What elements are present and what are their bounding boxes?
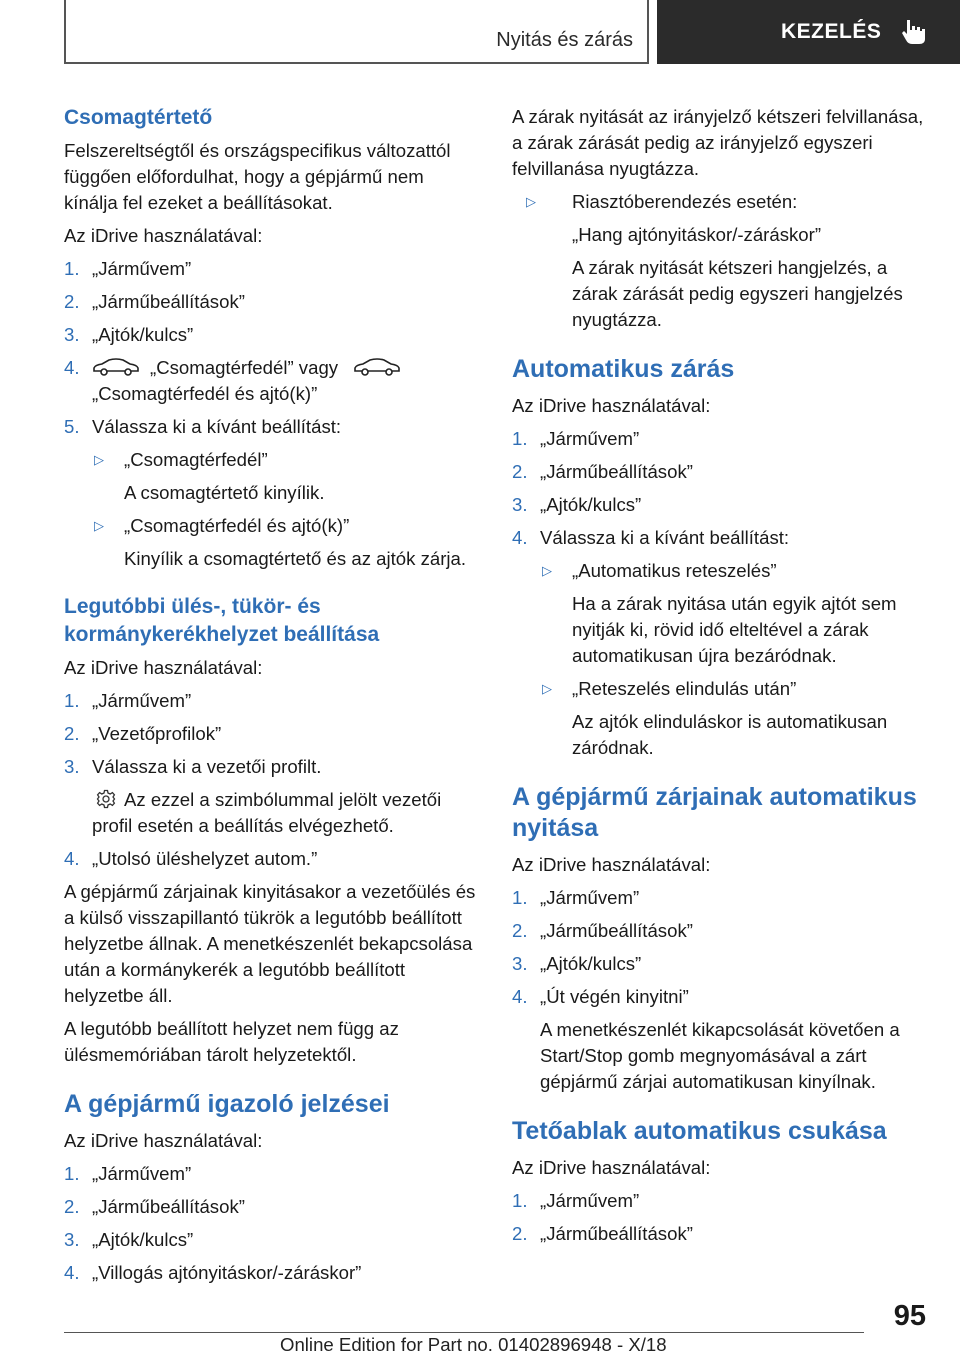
list-item: [64, 846, 482, 872]
list-item: [64, 1161, 482, 1187]
bullet-list: [512, 189, 930, 333]
list-item: [64, 1227, 482, 1253]
bullet-desc: Az ajtók elinduláskor is automatikusan záródnak.: [572, 711, 888, 758]
bullet-item: [540, 558, 930, 584]
list-number: 1.: [64, 258, 80, 279]
footer-edition: Online Edition for Part no. 01402896948 - X/18: [280, 1334, 667, 1355]
bullet-desc: A csomagtértető kinyílik.: [124, 482, 325, 503]
paragraph: A zárak nyitását az irányjelző kétszeri felvillanása, a zárak zárását pedig az irányjelző egyszeri felvillanása nyugtázza.: [512, 106, 924, 179]
pointing-hand-icon: [901, 18, 927, 46]
list-item: [512, 1221, 930, 1247]
list-item-text: „Járművem”: [540, 887, 640, 908]
list-item: [512, 459, 930, 485]
list-number: 1.: [512, 428, 528, 449]
numbered-list: [512, 885, 930, 1095]
list-item: [512, 1188, 930, 1214]
paragraph: A gépjármű zárjainak kinyitásakor a vezetőülés és a külső visszapillantó tükrök a legutóbb beállított helyzetbe állnak. A menetkészenlét bekapcsolása után a kormánykerék a legutóbb beállított helyzetbe áll.: [64, 881, 476, 1006]
gear-icon: [96, 789, 116, 809]
heading-csomagterteto: Csomagtértető: [64, 106, 213, 129]
heading-automatikus-zaras: Automatikus zárás: [512, 355, 735, 383]
car-trunk-icon: [92, 358, 140, 376]
bullet-list: [540, 558, 930, 761]
step4-text-b: „Csomagtérfedél és ajtó(k)”: [92, 383, 318, 404]
bullet-triangle-icon: ▷: [526, 194, 536, 209]
bullet-label: „Csomagtérfedél és ajtó(k)”: [124, 515, 350, 536]
list-item: [64, 1194, 482, 1220]
bullet-item: [92, 513, 482, 539]
list-item: [64, 355, 482, 407]
list-number: 2.: [64, 291, 80, 312]
paragraph: Az iDrive használatával:: [512, 395, 711, 416]
bullet-triangle-icon: ▷: [542, 681, 552, 696]
list-item: [64, 754, 482, 780]
list-number: 5.: [64, 416, 80, 437]
list-number: 4.: [64, 1262, 80, 1283]
list-item-text: „Út végén kinyitni”: [540, 986, 689, 1007]
list-number: 2.: [512, 461, 528, 482]
list-item-text: „Járművem”: [92, 690, 192, 711]
note-text: Az ezzel a szimbólummal jelölt vezetői profil esetén a beállítás elvégezhető.: [92, 789, 442, 836]
paragraph: Az iDrive használatával:: [64, 657, 263, 678]
list-item: [512, 525, 930, 551]
list-number: 3.: [64, 1229, 80, 1250]
bullet-label: Riasztóberendezés esetén:: [572, 191, 798, 212]
list-item: [512, 885, 930, 911]
list-number: 3.: [512, 494, 528, 515]
numbered-list: [512, 426, 930, 551]
note: [92, 787, 482, 839]
list-number: 4.: [64, 357, 80, 378]
list-item-text: „Járművem”: [92, 1163, 192, 1184]
list-number: 1.: [64, 690, 80, 711]
list-item: [64, 256, 482, 282]
paragraph: Az iDrive használatával:: [512, 854, 711, 875]
list-number: 4.: [64, 848, 80, 869]
header-chapter-tab: [657, 0, 960, 64]
list-item: [64, 721, 482, 747]
heading-legutobbi-ules: Legutóbbi ülés-, tükör- és kormánykerékhelyzet beállítása: [64, 595, 380, 646]
list-number: 4.: [512, 527, 528, 548]
paragraph: Az iDrive használatával:: [64, 225, 263, 246]
bullet-label: „Automatikus reteszelés”: [572, 560, 777, 581]
list-item: [64, 1260, 482, 1286]
list-number: 2.: [512, 920, 528, 941]
list-item: [512, 918, 930, 944]
heading-igazolo-jelzesek: A gépjármű igazoló jelzései: [64, 1090, 390, 1118]
bullet-item: [92, 447, 482, 473]
step-desc: A menetkészenlét kikapcsolását követően a Start/Stop gomb megnyomásával a zárt gépjármű zárjai automatikusan kinyílnak.: [540, 1019, 900, 1092]
step4-text-a: „Csomagtérfedél” vagy: [150, 357, 339, 378]
paragraph: Az iDrive használatával:: [64, 1130, 263, 1151]
list-item-text: „Járművem”: [92, 258, 192, 279]
paragraph: Az iDrive használatával:: [512, 1157, 711, 1178]
list-item-text: „Villogás ajtónyitáskor/-záráskor”: [92, 1262, 362, 1283]
bullet-item: [540, 676, 930, 702]
header-section-box: [64, 0, 649, 64]
bullet-item: [512, 189, 930, 215]
list-item-text: „Járművem”: [540, 428, 640, 449]
bullet-label: „Reteszelés elindulás után”: [572, 678, 797, 699]
bullet-desc: A zárak nyitását kétszeri hangjelzés, a zárak zárását pedig egyszeri hangjelzés nyugtázza.: [572, 257, 903, 330]
bullet-triangle-icon: ▷: [94, 452, 104, 467]
numbered-list: [64, 256, 482, 440]
paragraph: A legutóbb beállított helyzet nem függ az ülésmemóriában tárolt helyzetektől.: [64, 1018, 399, 1065]
list-item: [512, 492, 930, 518]
list-item: [64, 322, 482, 348]
left-column: [64, 104, 482, 1293]
list-item-text: „Utolsó üléshelyzet autom.”: [92, 848, 318, 869]
bullet-triangle-icon: ▷: [94, 518, 104, 533]
bullet-desc: Ha a zárak nyitása után egyik ajtót sem nyitják ki, rövid idő elteltével a zárak automatikusan újra bezáródnak.: [572, 593, 897, 666]
numbered-list: [512, 1188, 930, 1247]
list-item-text: „Járműbeállítások”: [540, 1223, 693, 1244]
list-item: [512, 984, 930, 1010]
numbered-list: [64, 688, 482, 872]
list-item: [512, 951, 930, 977]
list-number: 2.: [64, 1196, 80, 1217]
list-number: 1.: [512, 1190, 528, 1211]
list-item-text: „Ajtók/kulcs”: [540, 953, 642, 974]
list-number: 2.: [512, 1223, 528, 1244]
bullet-desc: Kinyílik a csomagtértető és az ajtók zárja.: [124, 548, 467, 569]
list-number: 3.: [64, 324, 80, 345]
heading-automatikus-nyitas: A gépjármű zárjainak automatikus nyitása: [512, 783, 917, 842]
list-item-text: Válassza ki a vezetői profilt.: [92, 756, 322, 777]
list-item-text: „Vezetőprofilok”: [92, 723, 222, 744]
list-number: 1.: [512, 887, 528, 908]
list-item-text: „Ajtók/kulcs”: [92, 324, 194, 345]
list-item-text: Válassza ki a kívánt beállítást:: [92, 416, 342, 437]
list-item-text: Válassza ki a kívánt beállítást:: [540, 527, 790, 548]
list-item: [64, 688, 482, 714]
footer-divider: [64, 1332, 864, 1333]
list-item-text: „Járműbeállítások”: [540, 920, 693, 941]
list-item-text: „Járművem”: [540, 1190, 640, 1211]
list-item-text: „Járműbeállítások”: [540, 461, 693, 482]
list-number: 2.: [64, 723, 80, 744]
paragraph: Felszereltségtől és országspecifikus változattól függően előfordulhat, hogy a gépjármű nem kínálja fel ezeket a beállításokat.: [64, 140, 451, 213]
car-doors-icon: [353, 358, 401, 376]
list-item-text: „Ajtók/kulcs”: [540, 494, 642, 515]
heading-tetoablak: Tetőablak automatikus csukása: [512, 1117, 887, 1145]
bullet-list: [92, 447, 482, 572]
list-item: [64, 414, 482, 440]
list-item-text: „Járműbeállítások”: [92, 291, 245, 312]
numbered-list: [64, 1161, 482, 1286]
right-column: [512, 104, 930, 1254]
page-number: 95: [893, 1300, 926, 1332]
list-number: 4.: [512, 986, 528, 1007]
bullet-label: „Csomagtérfedél”: [124, 449, 268, 470]
header-section-title: Nyitás és zárás: [496, 29, 633, 51]
list-number: 1.: [64, 1163, 80, 1184]
list-item-text: „Járműbeállítások”: [92, 1196, 245, 1217]
bullet-triangle-icon: ▷: [542, 563, 552, 578]
bullet-label-quoted: „Hang ajtónyitáskor/-záráskor”: [572, 224, 822, 245]
list-item: [512, 426, 930, 452]
list-number: 3.: [64, 756, 80, 777]
list-item-text: „Ajtók/kulcs”: [92, 1229, 194, 1250]
list-item-text: [92, 355, 482, 407]
list-number: 3.: [512, 953, 528, 974]
list-item: [64, 289, 482, 315]
header-chapter-title: KEZELÉS: [781, 20, 882, 43]
